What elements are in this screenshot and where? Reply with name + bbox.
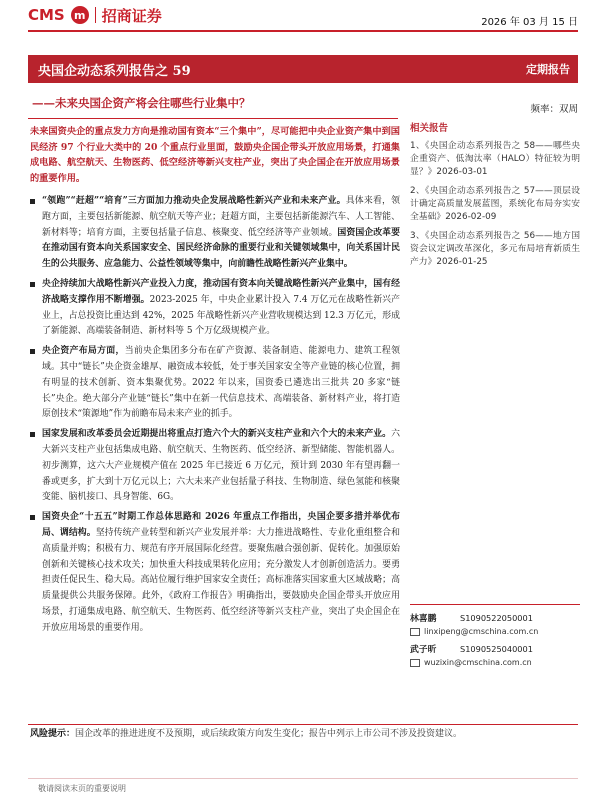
report-type: 定期报告: [526, 63, 570, 76]
mail-icon: [410, 628, 420, 636]
bullet-lead: “领跑”“赶超”“培育”三方面加力推动央企发展战略性新兴产业和未来产业。: [42, 196, 346, 206]
sidebar-related: [410, 124, 580, 269]
bullet-item: [30, 510, 400, 636]
analyst-row: [410, 642, 580, 655]
logo-cn: 招商证券: [101, 6, 162, 25]
bullet-item: [30, 277, 400, 340]
logo-divider: [95, 7, 96, 23]
related-report-link[interactable]: 3、《央国企动态系列报告之 56——地方国资会议定调改革深化，多元布局培育新质生产力》2026-01-25: [410, 231, 580, 267]
report-subtitle: ——未来央国企资产将会往哪些行业集中？: [32, 96, 251, 110]
related-title: 相关报告: [410, 123, 449, 134]
bullet-item: [30, 344, 400, 423]
bullet-item: [30, 427, 400, 506]
risk-text: 国企改革的推进进度不及预期，或后续政策方向发生变化；报告中列示上市公司不涉及投资建议。: [75, 729, 463, 739]
risk-warning: [30, 727, 560, 742]
title-band: [28, 55, 578, 83]
footer-note: 敬请阅读末页的重要说明: [38, 784, 126, 793]
mail-icon: [410, 659, 420, 667]
subtitle-rule: [28, 118, 398, 119]
bullet-body: 2023-2025 年，中央企业累计投入 7.4 万亿元在战略性新兴产业上，占总投资比重达到 42%，2025 年战略性新兴产业营收规模达到 12.3 万亿元，形成了新能源、高端装备制造、新材料等 5 个万亿级规模产业。: [42, 294, 401, 337]
risk-label: 风险提示：: [30, 729, 76, 739]
logo-badge-icon: m: [71, 6, 89, 24]
bullet-body: 当前央企集团多分布在矿产资源、装备制造、能源电力、建筑工程领域。其中“链长”央企资金雄厚、融资成本较低，处于事关国家安全等产业链的核心位置，拥有明显的技术创新、资本集聚优势。2022 年以来，国资委已遴选出三批共 20 多家“链长”央企。绝大部分产业链“链长”集中在新一代信息技术、高端装备、新材料产业，将打造原创技术“策源地”作为前瞻布局未来产业的抓手。: [42, 346, 400, 420]
bullet-body: 坚持传统产业转型和新兴产业发展并举：大力推进战略性、专业化重组整合和高质量并购；积极有力、规范有序开展国际化经营。: [42, 527, 401, 554]
bullet-body: 六大新兴支柱产业包括集成电路、航空航天、生物医药、低空经济、新型储能、智能机器人。初步测算，这六大产业规模产值在 2025 年已接近 6 万亿元，预计到 2030 年有望再翻一番或更多，扩大到十万亿元以上；六大未来产业包括量子科技、生物制造、绿色氢能和核聚变能、脑机接口、具身智能、6G。: [42, 429, 400, 503]
analyst-name: 武子昕: [410, 645, 437, 655]
analyst-email[interactable]: [410, 627, 580, 636]
risk-rule: [28, 724, 578, 725]
main-column: [30, 124, 400, 641]
related-report-link[interactable]: 2、《央国企动态系列报告之 57——顶层设计确定高质量发展蓝图，系统化布局夯实安全基础》2026-02-09: [410, 186, 580, 222]
report-title: 央国企动态系列报告之 59: [38, 64, 191, 79]
analyst-row: [410, 611, 580, 624]
report-frequency: 频率：双周: [530, 104, 578, 115]
bullet-lead: 央企资产布局方面，: [42, 346, 125, 357]
bullet-lead: 国家发展和改革委员会近期提出将重点打造六个大的新兴支柱产业和六个大的未来产业。: [42, 429, 392, 440]
analyst-id: S1090525040001: [460, 643, 533, 654]
analyst-block: [410, 604, 580, 673]
bullet-list: [30, 194, 400, 637]
bullet-tail: 国资国企改革要在推动国有资本向关系国家安全、国民经济命脉的重要行业和关键领域集中，向关系国计民生的公共服务、应急能力、公益性领域等集中，向前瞻性战略性新兴产业集中。: [42, 227, 401, 270]
analyst-name: 林喜鹏: [410, 614, 437, 624]
bullet-body: 具体来看，领跑方面，主要包括新能源、航空航天等产业；赶超方面，主要包括新能源汽车、人工智能、新材料等；培育方面，主要包括量子信息、核聚变、低空经济等产业领域。: [42, 196, 400, 238]
bullet-lead: 国资央企“十五五”时期工作总体思路和 2026 年重点工作指出，央国企要多措并举优布局、调结构。: [42, 512, 400, 538]
analyst-email-text[interactable]: wuzixin@cmschina.com.cn: [424, 658, 532, 667]
related-report-link[interactable]: 1、《央国企动态系列报告之 58——哪些央企重资产、低淘汰率（HALO）特征较为明显？》2026-03-01: [410, 141, 580, 177]
footer-rule: [28, 778, 578, 779]
report-date: 2026 年 03 月 15 日: [481, 17, 578, 28]
analyst-email[interactable]: [410, 658, 580, 667]
bullet-tail: 要聚焦融合强创新、促转化。加强原始创新和关键核心技术攻关；加快重大科技成果转化应用；充分激发人才创新创造活力。要勇担责任促民生、稳大局。高站位履行维护国家安全责任；高标准落实国家重大区域战略；高质量提供公共服务保障。此外，《政府工作报告》明确指出，要鼓励央企国企带头开放应用场景，打通集成电路、航空航天、生物医药、低空经济等新兴支柱产业，突出了央企国企在开放应用场景的重要作用。: [42, 543, 401, 633]
top-rule: [28, 30, 578, 32]
brand-logo: [28, 4, 162, 26]
logo-text: CMS: [28, 6, 65, 24]
bullet-lead: 央企持续加大战略性新兴产业投入力度，推动国有资本向关键战略性新兴产业集中，国有经济战略支撑作用不断增强。: [42, 278, 400, 305]
analyst-email-text[interactable]: linxipeng@cmschina.com.cn: [424, 627, 539, 636]
analyst-id: S1090522050001: [460, 612, 533, 623]
abstract: 未来国资央企的重点发力方向是推动国有资本“三个集中”，尽可能把中央企业资产集中到国民经济 97 个行业大类中的 20 个重点行业里面，鼓励央企国企带头开放应用场景，打通集成电路、航空航天、生物医药、低空经济等新兴支柱产业，突出了央企国企在开放应用场景的重要作用。: [30, 126, 400, 184]
bullet-item: [30, 194, 400, 273]
